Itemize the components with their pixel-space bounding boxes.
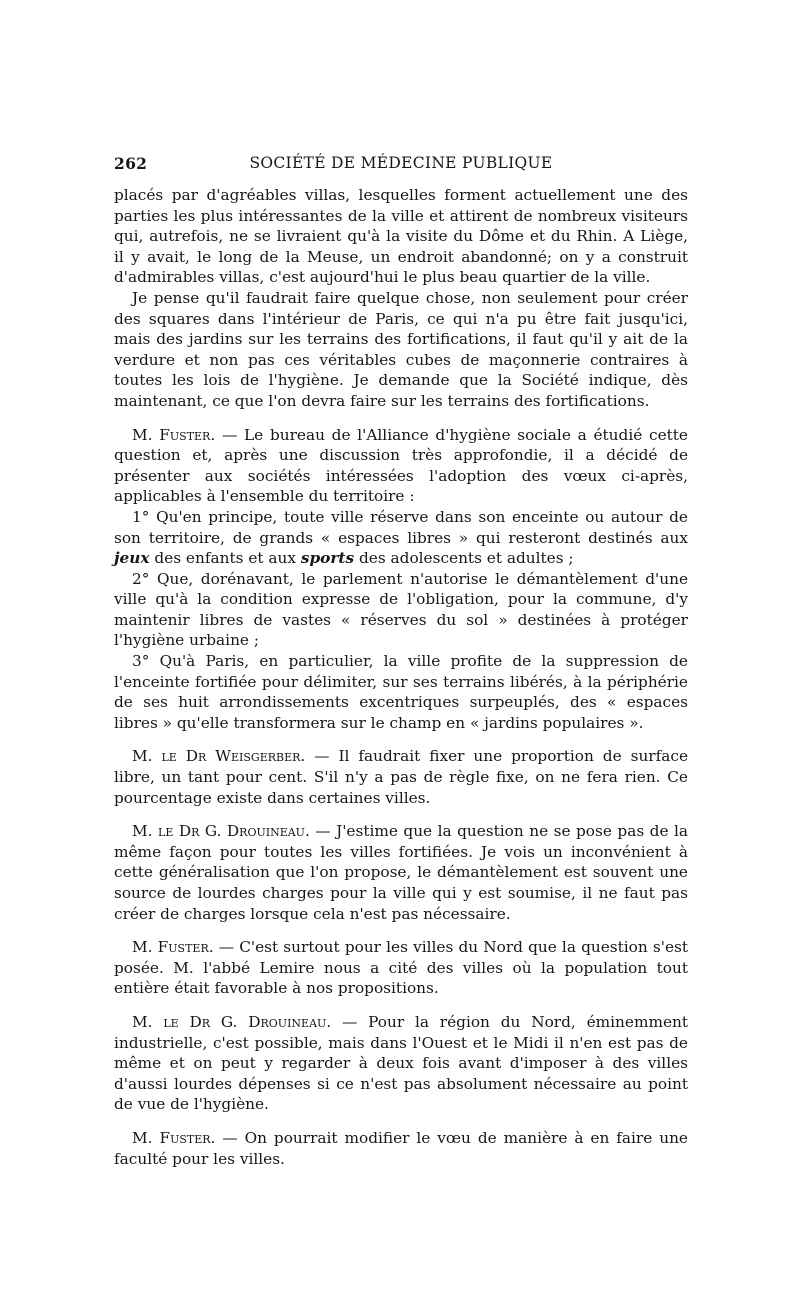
paragraph-text: — J'estime que la question ne se pose pas de la même façon pour toutes les villes fortifiées. Je vois un inconvénient à cette généralisation que l'on propose, le démantèlement est souvent une source de lourdes charges pour la ville qui y est soumise, il ne faut pas créer de charges lorsque cela n'est pas nécessaire.: [114, 822, 688, 923]
speech-paragraph: [114, 1128, 688, 1169]
paragraph-text: des adolescents et adultes ;: [354, 549, 574, 568]
paragraph-text: des enfants et aux: [149, 549, 301, 568]
resolution-item: [114, 507, 688, 569]
paragraph-continuation: [114, 185, 688, 288]
paragraph-text: Je pense qu'il faudrait faire quelque chose, non seulement pour créer des squares dans l'intérieur de Paris, ce qui n'a pu être fait jusqu'ici, mais des jardins sur les terrains des fortifications, il faut qu'il y ait de la verdure et non pas ces véritables cubes de maçonnerie contraires à toutes les lois de l'hygiène. Je demande que la Société indique, dès maintenant, ce que l'on devra faire sur les terrains des fortifications.: [114, 288, 688, 410]
speaker-name: M. le Dr G. Drouineau.: [132, 822, 310, 841]
speech-paragraph: [114, 937, 688, 999]
page-header: [114, 154, 688, 178]
resolution-item: [114, 651, 688, 733]
speaker-name: M. Fuster.: [132, 1128, 216, 1147]
speech-paragraph: [114, 821, 688, 924]
paragraph-text: placés par d'agréables villas, lesquelles forment actuellement une des parties les plus intéressantes de la ville et attirent de nombreux visiteurs qui, autrefois, ne se livraient qu'à la visite du Dôme et du Rhin. A Liège, il y avait, le long de la Meuse, un endroit abandonné; on y a construit d'admirables villas, c'est aujourd'hui le plus beau quartier de la ville.: [114, 186, 688, 287]
paragraph-text: — C'est surtout pour les villes du Nord que la question s'est posée. M. l'abbé Lemire nous a cité des villes où la population tout entière était favorable à nos propositions.: [114, 938, 688, 998]
emphasis-text: jeux: [114, 549, 150, 568]
paragraph-text: 3° Qu'à Paris, en particulier, la ville profite de la suppression de l'enceinte fortifiée pour délimiter, sur ses terrains libérés, à la périphérie de ses huit arrondissements excentriques surpeuplés, des « espaces libres » qu'elle transformera sur le champ en « jardins populaires ».: [114, 652, 688, 732]
body-text: [114, 185, 688, 1169]
speech-paragraph: [114, 425, 688, 507]
paragraph-text: — Le bureau de l'Alliance d'hygiène sociale a étudié cette question et, après une discussion très approfondie, il a décidé de présenter aux sociétés intéressées l'adoption des vœux ci-après, applicables à l'ensemble du territoire :: [114, 425, 688, 506]
page-number: 262: [114, 154, 148, 173]
paragraph-text: — Pour la région du Nord, éminemment industrielle, c'est possible, mais dans l'Ouest et le Midi il n'en est pas de même et on peut y regarder à deux fois avant d'imposer à des villes d'aussi lourdes dépenses si ce n'est pas absolument nécessaire au point de vue de l'hygiène.: [114, 1012, 689, 1114]
resolution-item: [114, 569, 688, 651]
speaker-name: M. Fuster.: [132, 425, 216, 444]
speaker-name: M. le Dr G. Drouineau.: [132, 1012, 332, 1031]
paragraph: [114, 288, 688, 412]
running-title: SOCIÉTÉ DE MÉDECINE PUBLIQUE: [249, 154, 553, 172]
speaker-name: M. le Dr Weisgerber.: [132, 747, 306, 766]
speech-paragraph: [114, 746, 688, 808]
paragraph-text: 1° Qu'en principe, toute ville réserve dans son enceinte ou autour de son territoire, de grands « espaces libres » qui resteront destinés aux: [114, 507, 688, 547]
paragraph-text: — Il faudrait fixer une proportion de surface libre, un tant pour cent. S'il n'y a pas de règle fixe, on ne fera rien. Ce pourcentage existe dans certaines villes.: [114, 747, 689, 807]
paragraph-text: 2° Que, dorénavant, le parlement n'autorise le démantèlement d'une ville qu'à la condition expresse de l'obligation, pour la commune, d'y maintenir libres de vastes « réserves du sol » destinées à protéger l'hygiène urbaine ;: [114, 569, 688, 650]
speaker-name: M. Fuster.: [132, 938, 214, 957]
emphasis-text: sports: [300, 549, 355, 568]
paragraph-text: — On pourrait modifier le vœu de manière à en faire une faculté pour les villes.: [114, 1128, 688, 1168]
speech-paragraph: [114, 1012, 688, 1115]
